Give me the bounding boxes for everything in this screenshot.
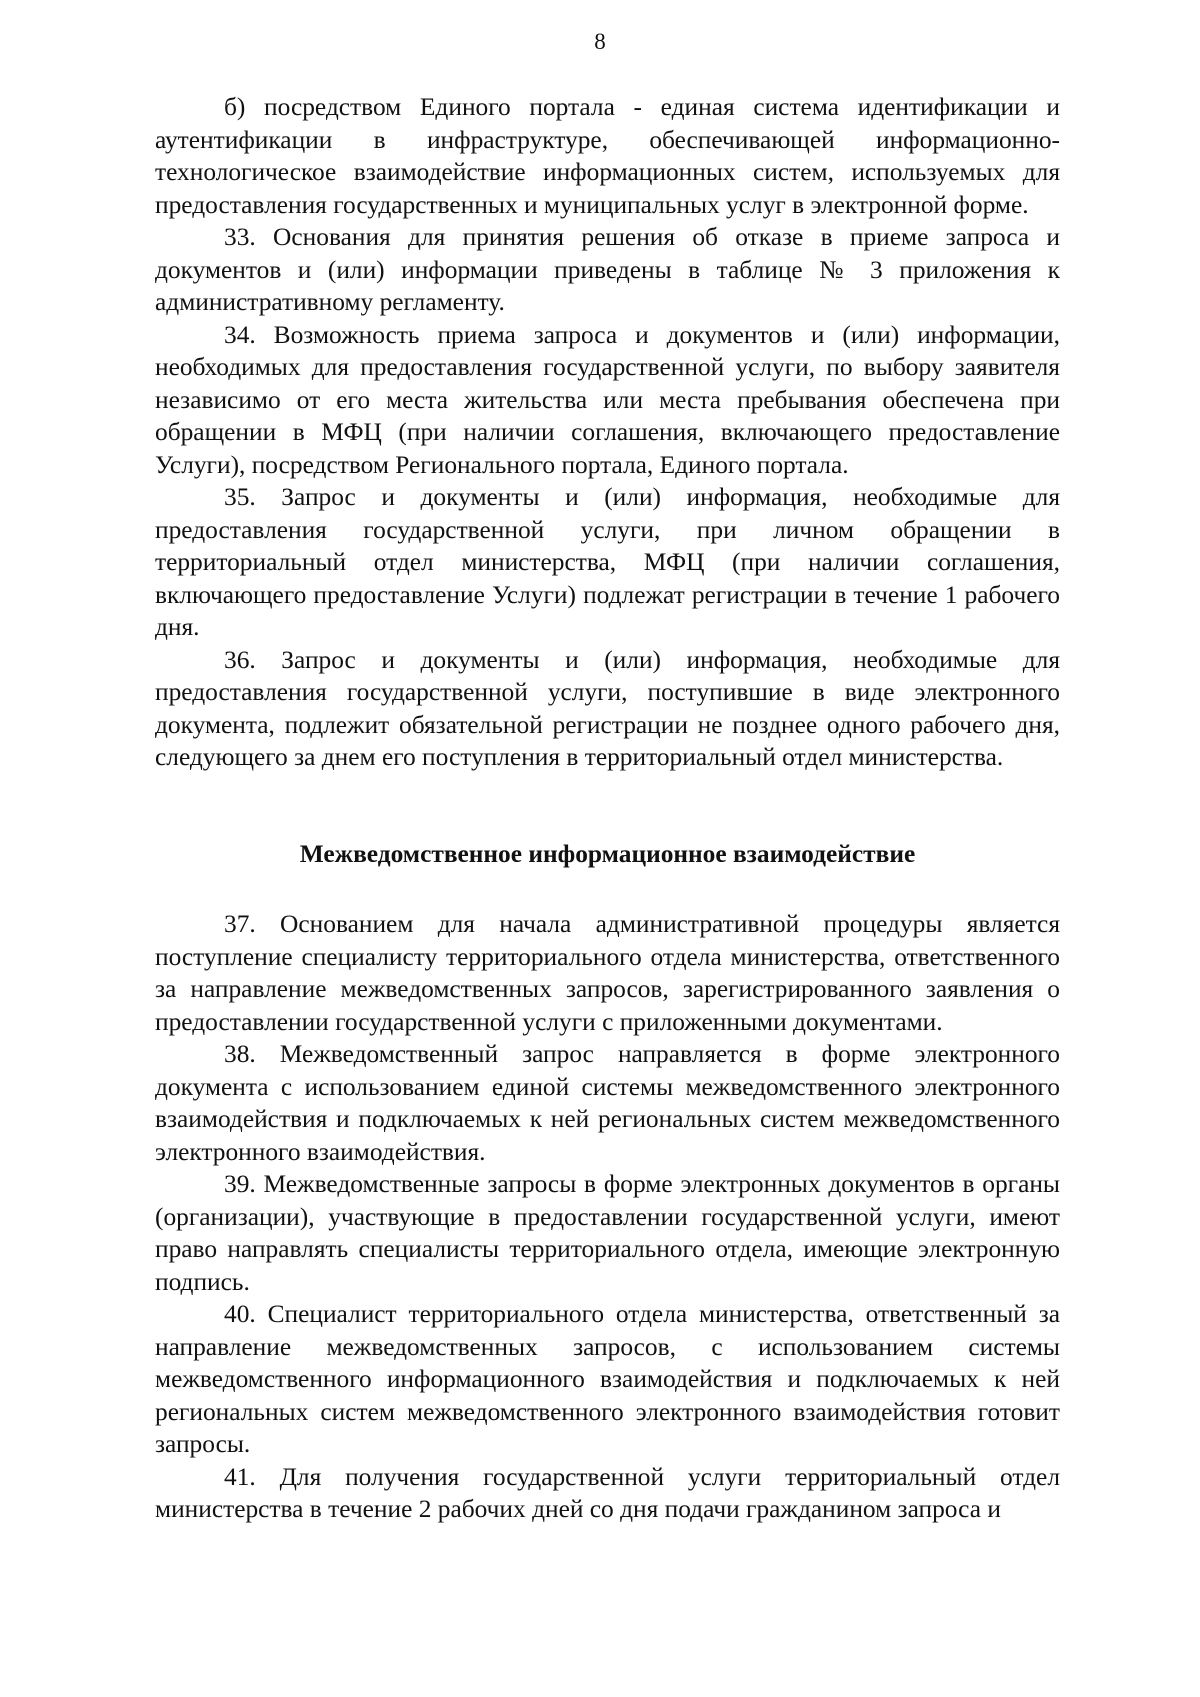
paragraph-34: 34. Возможность приема запроса и документов и (или) информации, необходимых для предоставления государственной услуги, по выбору заявителя независимо от его места жительства или места пребывания обеспечена при обращении в МФЦ (при наличии соглашения, включающего предоставление Услуги), посредством Регионального портала, Единого портала. <box>155 320 1060 479</box>
paragraph-35: 35. Запрос и документы и (или) информация, необходимые для предоставления государственной услуги, при личном обращении в территориальный отдел министерства, МФЦ (при наличии соглашения, включающего предоставление Услуги) подлежат регистрации в течение 1 рабочего дня. <box>155 483 1060 641</box>
section-heading: Межведомственное информационное взаимодействие <box>299 840 916 868</box>
paragraph-36: 36. Запрос и документы и (или) информация, необходимые для предоставления государственной услуги, поступившие в виде электронного документа, подлежит обязательной регистрации не позднее одного рабочего дня, следующего за днем его поступления в территориальный отдел министерства. <box>155 645 1060 771</box>
body-text-block-1 <box>155 91 1060 774</box>
paragraph-37: 37. Основанием для начала административной процедуры является поступление специалисту территориального отдела министерства, ответственного за направление межведомственных запросов, зарегистрированного заявления о предоставлении государственной услуги с приложенными документами. <box>155 910 1060 1036</box>
paragraph-33: 33. Основания для принятия решения об отказе в приеме запроса и документов и (или) информации приведены в таблице № 3 приложения к административному регламенту. <box>155 223 1060 316</box>
body-text-block-2 <box>155 908 1060 1526</box>
paragraph-38: 38. Межведомственный запрос направляется в форме электронного документа с использованием единой системы межведомственного электронного взаимодействия и подключаемых к ней региональных систем межведомственного электронного взаимодействия. <box>155 1040 1060 1166</box>
paragraph-39: 39. Межведомственные запросы в форме электронных документов в органы (организации), участвующие в предоставлении государственной услуги, имеют право направлять специалисты территориального отдела, имеющие электронную подпись. <box>155 1170 1060 1296</box>
paragraph-40: 40. Специалист территориального отдела министерства, ответственный за направление межведомственных запросов, с использованием системы межведомственного информационного взаимодействия и подключаемых к ней региональных систем межведомственного электронного взаимодействия готовит запросы. <box>155 1300 1060 1458</box>
paragraph-41: 41. Для получения государственной услуги территориальный отдел министерства в течение 2 рабочих дней со дня подачи гражданином запроса и <box>155 1462 1060 1523</box>
page-number: 8 <box>594 29 606 54</box>
paragraph-b-identification: б) посредством Единого портала - единая система идентификации и аутентификации в инфраструктуре, обеспечивающей информационно-технологическое взаимодействие информационных систем, используемых для предоставления государственных и муниципальных услуг в электронной форме. <box>155 93 1060 219</box>
